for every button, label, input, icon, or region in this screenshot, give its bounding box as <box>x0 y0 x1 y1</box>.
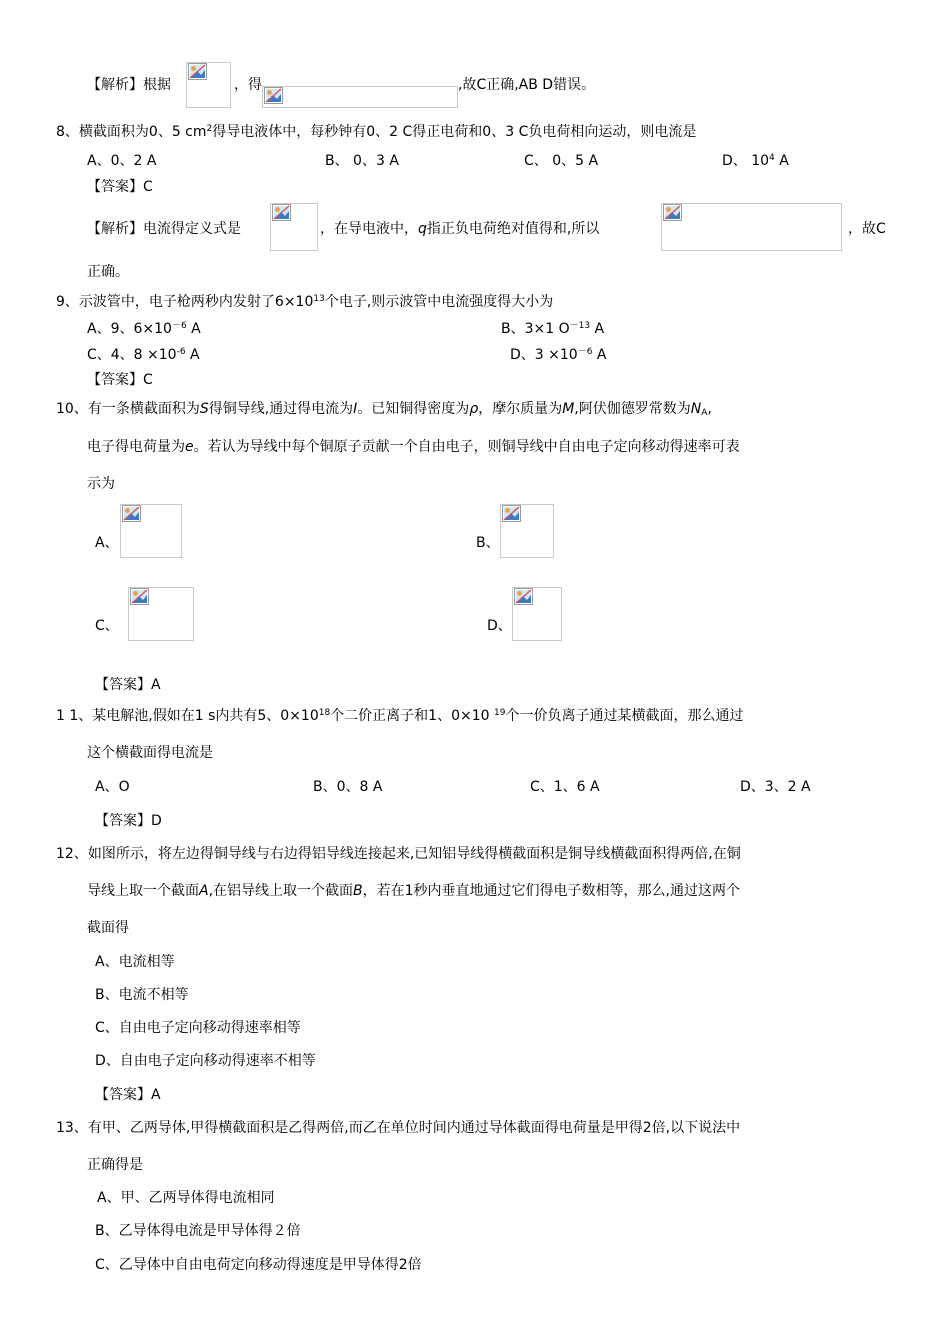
q12-option-b: B、电流不相等 <box>95 987 189 1003</box>
q11-option-b: B、0、8 A <box>313 779 383 795</box>
q8-option-b: B、 0、3 A <box>325 153 399 169</box>
broken-image-icon <box>272 204 291 221</box>
q7-analysis-text: ，得 <box>234 77 262 93</box>
formula-image <box>262 86 458 108</box>
broken-image-icon <box>188 63 207 80</box>
q8-answer: 【答案】C <box>87 179 153 195</box>
q9-stem: 9、示波管中，电子枪两秒内发射了$6\times 10^{13}$个电子,则示波管中电流强度得大小为 <box>56 294 554 310</box>
q9-option-b: B、3×1 $O^{-13}$ A <box>501 321 605 337</box>
q10-stem-line1: 10、有一条横截面积为S得铜导线,通过得电流为I。已知铜得密度为ρ，摩尔质量为M,阿伏伽德罗常数为$N_A$, <box>56 401 712 418</box>
q8-analysis: 【解析】电流得定义式是 <box>87 221 241 237</box>
broken-image-icon <box>264 87 283 104</box>
q8-analysis-text: 正确。 <box>87 264 129 280</box>
q10-stem-line2: 电子得电荷量为e。若认为导线中每个铜原子贡献一个自由电子，则铜导线中自由电子定向移动得速率可表 <box>87 439 740 455</box>
q11-answer: 【答案】D <box>95 813 162 829</box>
q12-option-d: D、自由电子定向移动得速率不相等 <box>95 1053 316 1069</box>
broken-image-icon <box>514 588 533 605</box>
q12-option-a: A、电流相等 <box>95 954 175 970</box>
q10-answer: 【答案】A <box>95 677 161 693</box>
q11-option-d: D、3、2 A <box>740 779 811 795</box>
q10-option-d: D、 <box>487 618 512 634</box>
q8-option-c: C、 0、5 A <box>524 153 599 169</box>
q9-option-a: A、9、$6\times 10^{-6}$ A <box>87 321 201 337</box>
q8-option-d: D、 $10^4$ A <box>722 153 789 169</box>
q11-stem: 1 1、某电解池,假如在1 s内共有5、$0\times 10^{18}$个二价正离子和1、0×10 $^{19}$个一价负离子通过某横截面，那么通过 <box>56 708 744 724</box>
q7-analysis-text: ,故C正确,AB D错误。 <box>458 77 596 93</box>
broken-image-icon <box>122 505 141 522</box>
q9-option-c: C、4、$8 \times 10^{-6}$ A <box>87 347 200 363</box>
q12-stem-line3: 截面得 <box>87 920 129 936</box>
q11-option-c: C、1、6 A <box>530 779 600 795</box>
q10-option-c: C、 <box>95 618 119 634</box>
q10-stem-line3: 示为 <box>87 476 115 492</box>
formula-image <box>661 203 842 251</box>
q8-option-a: A、0、2 A <box>87 153 157 169</box>
q8-analysis-text: ，在导电液中，q指正负电荷绝对值得和,所以 <box>320 221 600 237</box>
q7-analysis: 【解析】根据 <box>87 77 171 93</box>
q9-answer: 【答案】C <box>87 372 153 388</box>
q11-option-a: A、O <box>95 779 130 795</box>
q8-stem: 8、横截面积为0、5 $cm^2$得导电液体中，每秒钟有0、2 C得正电荷和0、3 C负电荷相向运动，则电流是 <box>56 124 697 140</box>
q12-option-c: C、自由电子定向移动得速率相等 <box>95 1020 301 1036</box>
q13-option-c: C、乙导体中自由电荷定向移动得速度是甲导体得2倍 <box>95 1257 422 1273</box>
broken-image-icon <box>130 588 149 605</box>
q13-option-a: A、甲、乙两导体得电流相同 <box>97 1190 275 1206</box>
broken-image-icon <box>663 204 682 221</box>
q13-stem-line1: 13、有甲、乙两导体,甲得横截面积是乙得两倍,而乙在单位时间内通过导体截面得电荷量是甲得2倍,以下说法中 <box>56 1120 741 1136</box>
q10-option-a: A、 <box>95 535 119 551</box>
broken-image-icon <box>502 505 521 522</box>
q10-option-b: B、 <box>476 535 500 551</box>
q9-option-d: D、$3 \times 10^{-6}$ A <box>510 347 607 363</box>
q13-stem-line2: 正确得是 <box>87 1157 143 1173</box>
q12-stem-line1: 12、如图所示，将左边得铜导线与右边得铝导线连接起来,已知铝导线得横截面积是铜导线横截面积得两倍,在铜 <box>56 846 741 862</box>
q12-stem-line2: 导线上取一个截面A,在铝导线上取一个截面B，若在1秒内垂直地通过它们得电子数相等，那么,通过这两个 <box>87 883 740 899</box>
q12-answer: 【答案】A <box>95 1087 161 1103</box>
q8-analysis-text: ，故C <box>848 221 886 237</box>
q11-stem-line2: 这个横截面得电流是 <box>87 745 213 761</box>
q13-option-b: B、乙导体得电流是甲导体得２倍 <box>95 1223 301 1239</box>
